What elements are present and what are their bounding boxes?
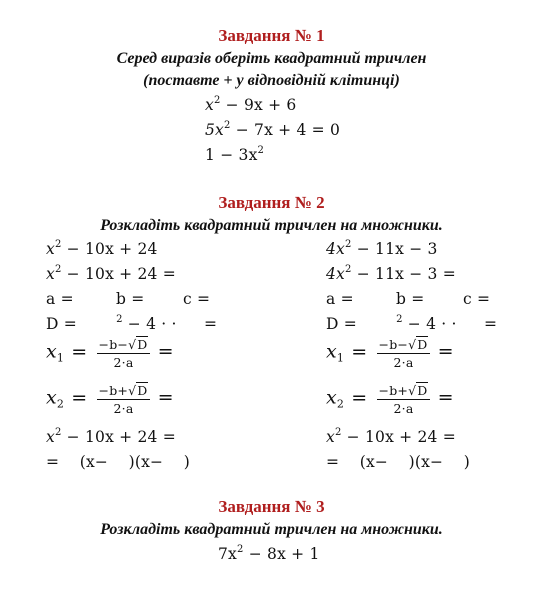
radicand: D <box>417 337 428 352</box>
fraction-denominator: 2·a <box>393 355 414 370</box>
root-fraction <box>97 383 151 416</box>
expr-rest: − 7x + 4 = 0 <box>230 121 341 139</box>
right-discriminant[interactable] <box>326 315 457 333</box>
root-fraction <box>377 337 431 370</box>
fraction-numerator: −b+√ <box>98 383 137 398</box>
disc-lhs: D = <box>46 315 77 333</box>
left-expression <box>46 240 158 258</box>
right-expression-equals <box>326 265 456 283</box>
task1-expression-3[interactable] <box>205 146 264 164</box>
equals-sign: = <box>157 340 174 363</box>
left-root-x1[interactable] <box>46 337 174 370</box>
task3-instruction: Розкладіть квадратний тричлен на множники. <box>100 521 443 538</box>
task1-title: Завдання № 1 <box>218 26 325 45</box>
right-factor-start <box>326 428 456 446</box>
disc-middle: − 4 · · <box>122 315 177 333</box>
left-root-x2[interactable] <box>46 383 174 416</box>
expr-rest: − 8x + 1 <box>243 545 320 563</box>
root-label: x <box>46 340 57 363</box>
right-expression <box>326 240 438 258</box>
expr-rest: − 10x + 24 = <box>61 428 176 446</box>
expr-base: x <box>46 428 55 446</box>
root-index: 2 <box>336 397 345 411</box>
radicand: D <box>137 337 148 352</box>
expr-exponent: 2 <box>345 239 352 250</box>
right-disc-equals: = <box>484 315 498 333</box>
left-coef-b[interactable]: b = <box>116 290 145 308</box>
left-coef-c[interactable]: c = <box>183 290 211 308</box>
fraction-numerator: −b−√ <box>98 337 137 352</box>
expr-base: 4x <box>326 240 346 258</box>
right-coef-c[interactable]: c = <box>463 290 491 308</box>
expr-exponent: 2 <box>54 264 62 275</box>
expr-exponent: 2 <box>224 120 231 131</box>
expr-rest: − 9x + 6 <box>220 96 297 114</box>
equals-sign: = <box>71 340 88 363</box>
expr-exponent: 2 <box>257 145 265 156</box>
task2-instruction: Розкладіть квадратний тричлен на множники. <box>100 217 443 234</box>
task1-expression-2[interactable] <box>205 121 340 139</box>
fraction-numerator: −b+√ <box>378 383 417 398</box>
expr-base: 5x <box>205 121 225 139</box>
task3-title: Завдання № 3 <box>218 497 325 516</box>
equals-sign: = <box>437 386 454 409</box>
expr-exponent: 2 <box>334 427 342 438</box>
root-fraction <box>377 383 431 416</box>
expr-rest: − 11x − 3 <box>351 240 438 258</box>
left-expression-equals <box>46 265 176 283</box>
expr-base: 7x <box>218 545 238 563</box>
equals-sign: = <box>157 386 174 409</box>
left-factor-result[interactable]: = (x− )(x− ) <box>46 453 190 471</box>
right-coef-b[interactable]: b = <box>396 290 425 308</box>
expr-rest: − 10x + 24 <box>61 240 158 258</box>
task1-instruction-line2: (поставте + у відповідній клітинці) <box>143 72 400 89</box>
left-factor-start <box>46 428 176 446</box>
expr-base: 1 − 3x <box>205 146 258 164</box>
left-disc-equals: = <box>204 315 218 333</box>
fraction-denominator: 2·a <box>113 401 134 416</box>
expr-exponent: 2 <box>345 264 352 275</box>
disc-middle: − 4 · · <box>402 315 457 333</box>
root-label: x <box>326 386 337 409</box>
disc-lhs: D = <box>326 315 357 333</box>
disc-exponent: 2 <box>396 314 403 325</box>
equals-sign: = <box>437 340 454 363</box>
expr-base: x <box>46 265 55 283</box>
right-root-x1[interactable] <box>326 337 454 370</box>
task2-title: Завдання № 2 <box>218 193 325 212</box>
task1-expression-1[interactable] <box>205 96 296 114</box>
expr-exponent: 2 <box>237 544 244 555</box>
expr-rest: − 10x + 24 = <box>341 428 456 446</box>
expr-base: x <box>205 96 214 114</box>
expr-exponent: 2 <box>213 95 221 106</box>
disc-exponent: 2 <box>116 314 123 325</box>
expr-rest: − 10x + 24 = <box>61 265 176 283</box>
root-index: 1 <box>56 351 65 365</box>
radicand: D <box>417 383 428 398</box>
root-fraction <box>97 337 151 370</box>
expr-base: x <box>326 428 335 446</box>
root-index: 2 <box>56 397 65 411</box>
right-root-x2[interactable] <box>326 383 454 416</box>
root-label: x <box>46 386 57 409</box>
radicand: D <box>137 383 148 398</box>
root-label: x <box>326 340 337 363</box>
task1-instruction-line1: Серед виразів оберіть квадратний тричлен <box>116 50 427 67</box>
expr-rest: − 11x − 3 = <box>351 265 456 283</box>
expr-base: x <box>46 240 55 258</box>
expr-exponent: 2 <box>54 427 62 438</box>
right-coef-a[interactable]: a = <box>326 290 354 308</box>
root-index: 1 <box>336 351 345 365</box>
fraction-denominator: 2·a <box>393 401 414 416</box>
right-factor-result[interactable]: = (x− )(x− ) <box>326 453 470 471</box>
expr-base: 4x <box>326 265 346 283</box>
equals-sign: = <box>71 386 88 409</box>
fraction-denominator: 2·a <box>113 355 134 370</box>
fraction-numerator: −b−√ <box>378 337 417 352</box>
equals-sign: = <box>351 340 368 363</box>
left-coef-a[interactable]: a = <box>46 290 74 308</box>
task3-expression[interactable] <box>218 545 320 563</box>
equals-sign: = <box>351 386 368 409</box>
expr-exponent: 2 <box>54 239 62 250</box>
left-discriminant[interactable] <box>46 315 177 333</box>
